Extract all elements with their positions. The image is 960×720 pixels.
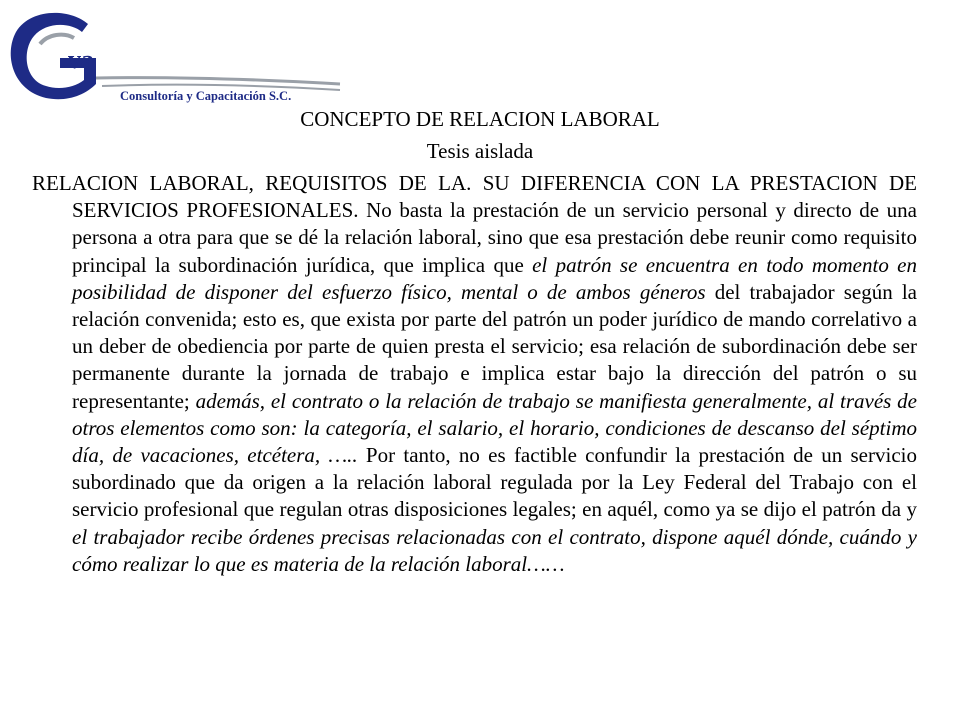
paragraph-italic-segment: el patrón se encuentra en todo momento en posibilidad de disponer del esfuerzo físico, mental o de ambos géneros xyxy=(72,252,917,304)
logo-letters: va xyxy=(68,45,94,74)
paragraph-segment: Por tanto, no es factible confundir la prestación de un servicio subordinado que da origen a la relación laboral regulada por la Ley Federal del Trabajo con el servicio profesional que regulan otras disposiciones legales; en aquél, como ya se dijo el patrón da y xyxy=(72,443,917,522)
page-subtitle: Tesis aislada xyxy=(426,139,534,163)
company-logo xyxy=(0,0,345,112)
paragraph-italic-segment: el trabajador recibe órdenes precisas relacionadas con el contrato, dispone aquél dónde, cuándo y cómo realizar lo que es materia de la relación laboral…… xyxy=(72,524,917,576)
paragraph-italic-segment: además, el contrato o la relación de trabajo se manifiesta generalmente, al través de otros elementos como son: la categoría, el salario, el horario, condiciones de descanso del séptimo día, de vacaciones, etcétera, ….. xyxy=(72,388,917,468)
logo-caption: Consultoría y Capacitación S.C. xyxy=(120,89,292,103)
page-title: CONCEPTO DE RELACION LABORAL xyxy=(300,107,660,131)
paragraph-segment: RELACION LABORAL, REQUISITOS DE LA. SU DIFERENCIA CON LA PRESTACION DE SERVICIOS PROFESIONALES. No basta la prestación de un servicio personal y directo de una persona a otra para que se dé la relación laboral, sino que esa prestación debe reunir como requisito principal la subordinación jurídica, que implica que xyxy=(32,171,917,277)
paragraph-segment: del trabajador según la relación convenida; esto es, que exista por parte del patrón un poder jurídico de mando correlativo a un deber de obediencia por parte de quien presta el servicio; esa relación de subordinación debe ser permanente durante la jornada de trabajo e implica estar bajo la dirección del patrón o su representante; xyxy=(72,279,918,413)
thesis-paragraph xyxy=(32,170,918,578)
